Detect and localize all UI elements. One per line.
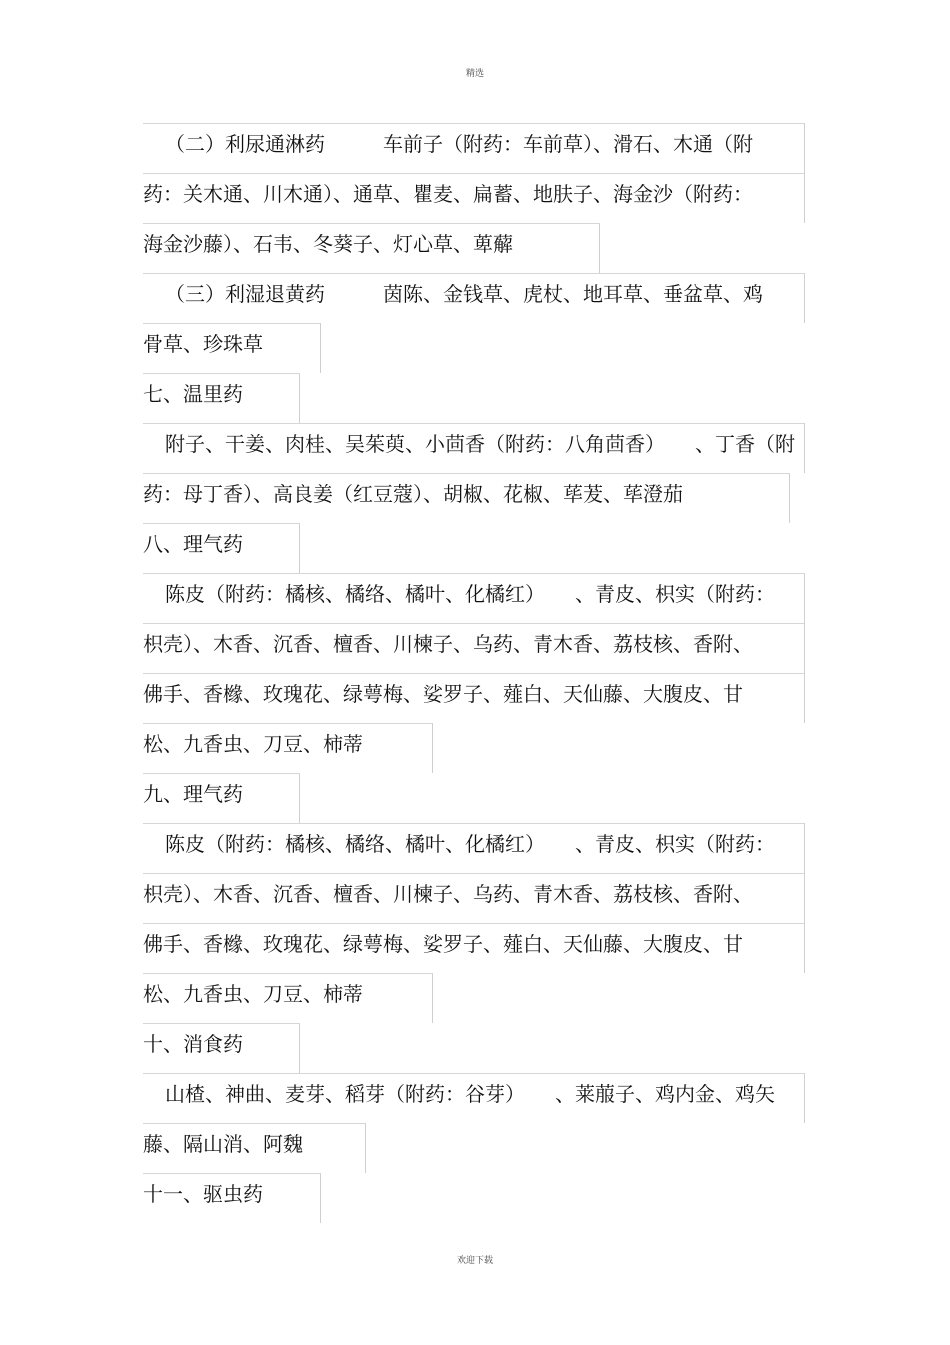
section-heading-qi-regulating-repeat (143, 773, 300, 823)
section-heading: 七、温里药 (143, 382, 243, 406)
herb-list-part: 、青皮、枳实（附药： (575, 582, 775, 606)
text-line-subsection-jaundice (143, 273, 805, 323)
herb-list-text: 藤、隔山消、阿魏 (143, 1132, 303, 1156)
page-footer-mark: 欢迎下载 (456, 1256, 493, 1266)
herb-list-text: 枳壳）、木香、沉香、檀香、川楝子、乌药、青木香、荔枝核、香附、 (143, 632, 753, 656)
herb-list-part: 茵陈、金钱草、虎杖、地耳草、垂盆草、鸡 (383, 282, 763, 306)
herb-list-part: 车前子（附药：车前草） (383, 132, 593, 156)
text-line (143, 173, 805, 223)
herb-list-text: 枳壳）、木香、沉香、檀香、川楝子、乌药、青木香、荔枝核、香附、 (143, 882, 753, 906)
herb-list-part: 、滑石、木通（附 (593, 132, 753, 156)
herb-list-part: 、青皮、枳实（附药： (575, 832, 775, 856)
text-line (143, 1123, 366, 1173)
section-heading: 十、消食药 (143, 1032, 243, 1056)
text-line (143, 423, 805, 473)
subsection-heading: （二）利尿通淋药 (165, 132, 325, 156)
section-heading-digestive (143, 1023, 300, 1073)
text-line (143, 623, 805, 673)
herb-list-text: 骨草、珍珠草 (143, 332, 263, 356)
text-line (143, 723, 433, 773)
subsection-heading: （三）利湿退黄药 (165, 282, 325, 306)
text-line (143, 573, 805, 623)
text-line (143, 323, 321, 373)
herb-list-part: 陈皮（附药：橘核、橘络、橘叶、化橘红） (165, 832, 545, 856)
herb-list-text: 药：关木通、川木通）、通草、瞿麦、扁蓄、地肤子、海金沙（附药： (143, 182, 753, 206)
text-line (143, 473, 790, 523)
herb-list-part: 、莱菔子、鸡内金、鸡矢 (555, 1082, 775, 1106)
herb-list-part: 、丁香（附 (695, 432, 795, 456)
section-heading-interior-warming (143, 373, 300, 423)
section-heading: 八、理气药 (143, 532, 243, 556)
herb-list-part: 山楂、神曲、麦芽、稻芽（附药：谷芽） (165, 1082, 525, 1106)
section-heading: 九、理气药 (143, 782, 243, 806)
herb-list-part: 陈皮（附药：橘核、橘络、橘叶、化橘红） (165, 582, 545, 606)
herb-list-text: 海金沙藤）、石韦、冬葵子、灯心草、萆薢 (143, 232, 513, 256)
herb-list-text: 松、九香虫、刀豆、柿蒂 (143, 982, 363, 1006)
text-line (143, 223, 600, 273)
page-header-mark: 精选 (465, 69, 484, 79)
herb-list-text: 松、九香虫、刀豆、柿蒂 (143, 732, 363, 756)
herb-list-text: 药：母丁香）、高良姜（红豆蔻）、胡椒、花椒、荜茇、荜澄茄 (143, 482, 683, 506)
section-heading-qi-regulating (143, 523, 300, 573)
text-line (143, 873, 805, 923)
text-line (143, 973, 433, 1023)
text-line (143, 923, 805, 973)
section-heading: 十一、驱虫药 (143, 1182, 263, 1206)
text-line-subsection-diuretic (143, 123, 805, 173)
herb-list-text: 佛手、香橼、玫瑰花、绿萼梅、娑罗子、薤白、天仙藤、大腹皮、甘 (143, 932, 743, 956)
herb-list-text: 佛手、香橼、玫瑰花、绿萼梅、娑罗子、薤白、天仙藤、大腹皮、甘 (143, 682, 743, 706)
herb-list-part: 附子、干姜、肉桂、吴茱萸、小茴香（附药：八角茴香） (165, 432, 665, 456)
text-line (143, 673, 805, 723)
text-line (143, 823, 805, 873)
section-heading-anthelmintic (143, 1173, 321, 1223)
text-line (143, 1073, 805, 1123)
